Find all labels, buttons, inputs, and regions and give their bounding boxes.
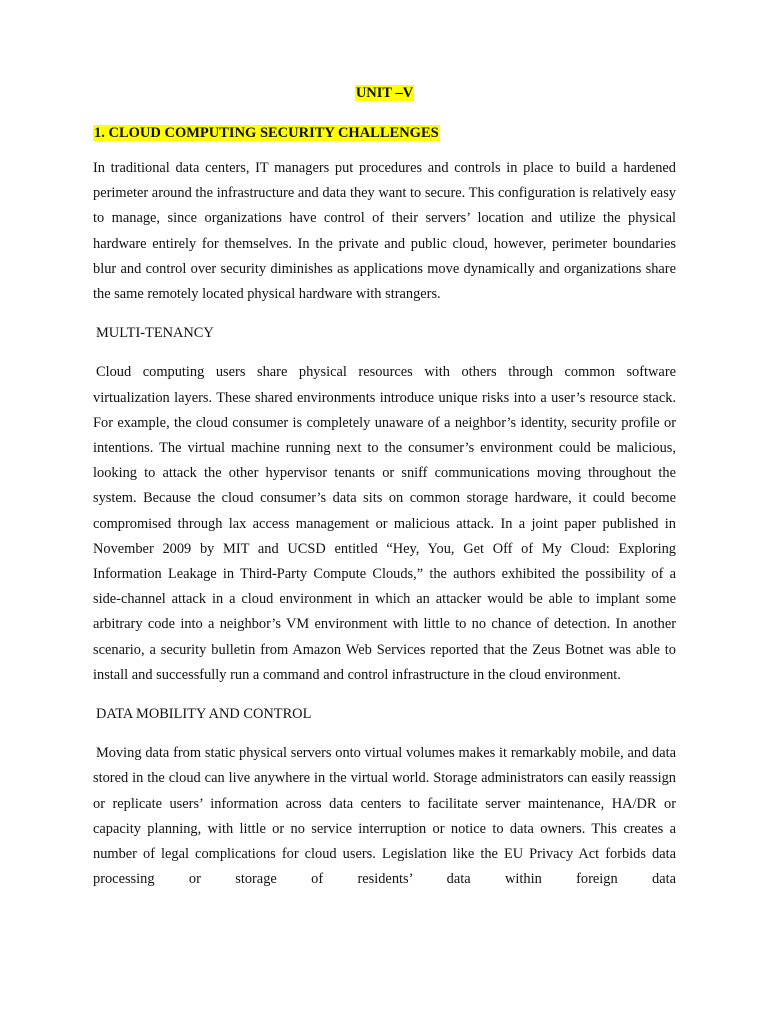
- unit-title-row: [93, 84, 676, 106]
- subsection-text-data-mobility: Moving data from static physical servers onto virtual volumes makes it remarkably mobile, and data stored in the cloud can live anywhere in the virtual world. Storage administrators can easily reassign or replicate users’ information across data centers to facilitate server maintenance, HA/DR or capacity planning, with little or no service interruption or notice to data owners. This creates a number of legal complications for cloud users. Legislation like the EU Privacy Act forbids data processing or storage of residents’ data within foreign data: [93, 745, 676, 888]
- document-page: [93, 84, 676, 892]
- subsection-text-multi-tenancy: Cloud computing users share physical resources with others through common software virtualization layers. These shared environments introduce unique risks into a user’s resource stack. For example, the cloud consumer is completely unaware of a neighbor’s identity, security profile or intentions. The virtual machine running next to the consumer’s environment could be malicious, looking to attack the other hypervisor tenants or sniff communications moving throughout the system. Because the cloud consumer’s data sits on common storage hardware, it could become compromised through lax access management or malicious attack. In a joint paper published in November 2009 by MIT and UCSD entitled “Hey, You, Get Off of My Cloud: Exploring Information Leakage in Third-Party Compute Clouds,” the authors exhibited the possibility of a side-channel attack in a cloud environment in which an attacker would be able to implant some arbitrary code into a neighbor’s VM environment with little to no chance of detection. In another scenario, a security bulletin from Amazon Web Services reported that the Zeus Botnet was able to install and successfully run a command and control infrastructure in the cloud environment.: [93, 364, 676, 683]
- unit-title: UNIT –V: [355, 85, 414, 101]
- section-title-row: [93, 124, 676, 146]
- subsection-heading-data-mobility: DATA MOBILITY AND CONTROL: [96, 706, 312, 723]
- section-title: 1. CLOUD COMPUTING SECURITY CHALLENGES: [94, 125, 439, 141]
- subsection-heading-multi-tenancy: MULTI-TENANCY: [96, 325, 214, 342]
- intro-paragraph: In traditional data centers, IT managers put procedures and controls in place to build a hardened perimeter around the infrastructure and data they want to secure. This configuration is relatively easy to manage, since organizations have control of their servers’ location and utilize the physical hardware entirely for themselves. In the private and public cloud, however, perimeter boundaries blur and control over security diminishes as applications move dynamically and organizations share the same remotely located physical hardware with strangers.: [93, 160, 676, 303]
